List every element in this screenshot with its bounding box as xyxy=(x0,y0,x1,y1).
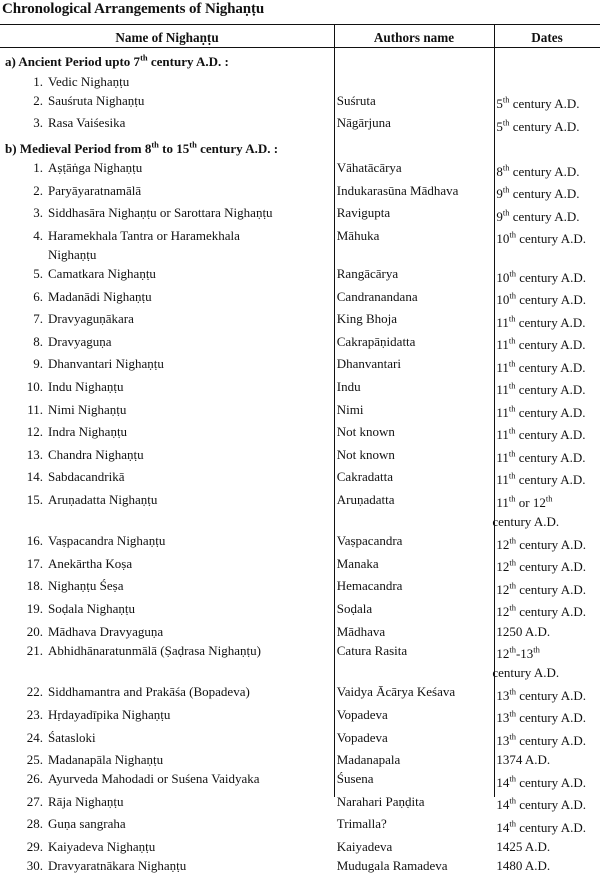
table-row xyxy=(0,467,600,490)
row-number: 16. xyxy=(26,533,43,549)
row-number: 19. xyxy=(26,600,43,616)
table-row xyxy=(0,181,600,204)
date-cell: 9th century A.D. xyxy=(496,184,580,202)
date-cell: 8th century A.D. xyxy=(496,162,580,179)
nighantu-name: Sabdacandrikā xyxy=(48,469,125,485)
row-number: 20. xyxy=(26,623,43,639)
author-name: Soḍala xyxy=(336,600,373,616)
author-name: Suśruta xyxy=(336,92,376,108)
table-row xyxy=(0,400,600,423)
date-cell: 10th century A.D. xyxy=(496,268,586,285)
nighantu-name: Indu Nighaṇṭu xyxy=(48,378,124,394)
row-number: 1. xyxy=(33,160,43,176)
author-name: Hemacandra xyxy=(336,578,403,594)
date-cell: 11th century A.D. xyxy=(496,358,586,375)
date-cell: 1425 A.D. xyxy=(496,838,551,854)
author-name: Vaidya Ācārya Keśava xyxy=(336,684,456,700)
date-cell: 14th century A.D. xyxy=(496,818,586,835)
row-number: 10. xyxy=(26,378,43,394)
row-number: 15. xyxy=(26,491,43,507)
date-cell: 9th century A.D. xyxy=(496,207,580,224)
nighantu-name: Vaṣpacandra Nighaṇṭu xyxy=(48,533,166,549)
author-name: Aruṇadatta xyxy=(336,491,395,507)
date-cell: 14th century A.D. xyxy=(496,795,586,813)
row-number: 3. xyxy=(33,205,43,221)
table-row xyxy=(0,354,600,377)
date-cell: 12th century A.D. xyxy=(496,535,586,552)
row-number: 5. xyxy=(33,266,43,282)
author-name: Vopadeva xyxy=(336,706,388,722)
page-title: Chronological Arrangements of Nighaṇṭu xyxy=(2,1,265,17)
author-name: Madanapala xyxy=(336,752,401,768)
author-name: Mudugala Ramadeva xyxy=(336,858,448,874)
table-row xyxy=(0,91,600,114)
date-cell: 1480 A.D. xyxy=(496,858,551,874)
nighantu-name-cont: Nighaṇṭu xyxy=(48,247,97,263)
author-name: Ravigupta xyxy=(336,205,391,221)
row-number: 11. xyxy=(27,401,43,417)
header-name: Name of Nighaṇṭu xyxy=(115,30,219,45)
row-number: 17. xyxy=(26,555,43,571)
row-number: 4. xyxy=(33,227,43,243)
row-number: 18. xyxy=(26,578,43,594)
row-number: 25. xyxy=(26,752,43,768)
table-row xyxy=(0,72,600,91)
table-row xyxy=(0,445,600,468)
nighantu-name: Madanādi Nighaṇṭu xyxy=(48,288,152,304)
row-number: 13. xyxy=(26,446,43,462)
table-row xyxy=(0,264,600,287)
date-cell: 11th century A.D. xyxy=(496,471,586,488)
nighantu-name: Soḍala Nighaṇṭu xyxy=(48,600,136,616)
table-row xyxy=(0,856,600,875)
row-number: 28. xyxy=(26,816,43,832)
row-number: 2. xyxy=(33,92,43,108)
row-number: 9. xyxy=(33,356,43,372)
date-cell: 10th century A.D. xyxy=(496,229,586,247)
nighantu-name: Dravyaratnākara Nighaṇṭu xyxy=(48,858,187,874)
section-label: b) Medieval Period from 8th to 15th century A.D. : xyxy=(5,139,279,157)
table-row xyxy=(0,226,600,264)
date-cell: 11th century A.D. xyxy=(496,448,586,465)
table-row xyxy=(0,576,600,599)
author-name: Rangācārya xyxy=(336,266,399,282)
row-number: 23. xyxy=(26,706,43,722)
author-name: Śusena xyxy=(336,771,374,787)
nighantu-name: Sauśruta Nighaṇṭu xyxy=(48,92,145,108)
row-number: 30. xyxy=(26,858,43,874)
row-number: 22. xyxy=(26,684,43,700)
nighantu-name: Haramekhala Tantra or Haramekhala xyxy=(48,227,240,243)
nighantu-name: Dhanvantari Nighaṇṭu xyxy=(48,356,164,372)
nighantu-name: Siddhamantra and Prakāśa (Bopadeva) xyxy=(48,684,250,700)
nighantu-name: Śatasloki xyxy=(48,729,96,745)
table-row xyxy=(0,641,600,683)
author-name: Māhuka xyxy=(336,227,380,243)
table-row xyxy=(0,377,600,400)
row-number: 26. xyxy=(26,771,43,787)
section-row xyxy=(0,136,600,159)
author-name: Kaiyadeva xyxy=(336,838,393,854)
date-cell: 11th or 12th century A.D. xyxy=(492,493,560,530)
nighantu-name: Abhidhānaratunmālā (Ṣaḍrasa Nighaṇṭu) xyxy=(48,642,261,658)
author-name: Dhanvantari xyxy=(336,356,402,372)
date-cell: 11th century A.D. xyxy=(496,403,586,420)
date-cell: 12th century A.D. xyxy=(496,557,586,575)
table-row xyxy=(0,203,600,226)
table-row xyxy=(0,599,600,622)
nighantu-name: Nimi Nighaṇṭu xyxy=(48,401,127,417)
table-row xyxy=(0,309,600,332)
author-name xyxy=(333,72,493,91)
table-row xyxy=(0,287,600,310)
row-number: 1. xyxy=(33,73,43,89)
author-name: Trimalla? xyxy=(336,816,387,832)
row-number: 21. xyxy=(26,642,43,658)
nighantu-name: Nighaṇṭu Śeṣa xyxy=(48,578,124,594)
author-name: Catura Rasita xyxy=(336,642,408,658)
author-name: Nimi xyxy=(336,401,364,417)
date-cell: 5th century A.D. xyxy=(496,117,580,134)
table-row xyxy=(0,705,600,728)
date-cell: 12th century A.D. xyxy=(496,580,586,597)
section-label: a) Ancient Period upto 7th century A.D. : xyxy=(5,53,229,70)
date-cell: 11th century A.D. xyxy=(496,380,586,398)
table-row xyxy=(0,682,600,705)
nighantu-name: Guṇa sangraha xyxy=(48,816,126,832)
nighantu-name: Indra Nighaṇṭu xyxy=(48,424,128,440)
nighantu-name: Rāja Nighaṇṭu xyxy=(48,793,124,809)
author-name: Candranandana xyxy=(336,288,418,304)
table-row xyxy=(0,554,600,577)
date-cell: 13th century A.D. xyxy=(496,708,586,726)
table-row xyxy=(0,158,600,181)
date-cell: 1250 A.D. xyxy=(496,623,551,639)
table-row xyxy=(0,622,600,641)
nighantu-name: Ayurveda Mahodadi or Suśena Vaidyaka xyxy=(48,771,260,787)
date-cell: 11th century A.D. xyxy=(496,335,586,353)
author-name: Not known xyxy=(336,424,395,440)
nighantu-name: Camatkara Nighaṇṭu xyxy=(48,266,156,282)
row-number: 12. xyxy=(26,424,43,440)
table-row xyxy=(0,728,600,751)
nighantu-name: Kaiyadeva Nighaṇṭu xyxy=(48,838,156,854)
nighantu-name: Anekārtha Koṣa xyxy=(48,555,133,571)
author-name: Cakrapāṇidatta xyxy=(336,333,416,349)
nighantu-name: Dravyaguṇākara xyxy=(48,311,134,327)
table-row xyxy=(0,814,600,837)
table-row xyxy=(0,792,600,815)
author-name: King Bhoja xyxy=(336,311,398,327)
author-name: Indu xyxy=(336,378,361,394)
author-name: Manaka xyxy=(336,555,379,571)
row-number: 6. xyxy=(33,288,43,304)
nighantu-name: Aṣṭāṅga Nighaṇṭu xyxy=(48,160,143,176)
nighantu-name: Aruṇadatta Nighaṇṭu xyxy=(48,491,158,507)
table-row xyxy=(0,490,600,532)
date-cell: 11th century A.D. xyxy=(496,313,586,330)
nighantu-name: Chandra Nighaṇṭu xyxy=(48,446,144,462)
row-number: 3. xyxy=(33,115,43,131)
nighantu-name: Hṛdayadīpika Nighaṇṭu xyxy=(48,706,171,722)
header-dates: Dates xyxy=(531,30,563,45)
author-name: Nāgārjuna xyxy=(336,115,391,131)
author-name: Not known xyxy=(336,446,395,462)
author-name: Vāhatācārya xyxy=(336,160,402,176)
table-row xyxy=(0,750,600,769)
top-rule xyxy=(0,24,600,25)
date-cell: 12th century A.D. xyxy=(496,602,586,620)
nighantu-name: Paryāyaratnamālā xyxy=(48,182,142,198)
author-name: Cakradatta xyxy=(336,469,394,485)
author-name: Indukarasūna Mādhava xyxy=(336,182,459,198)
table-row xyxy=(0,422,600,445)
header-rule xyxy=(0,47,600,48)
date-cell: 13th century A.D. xyxy=(496,731,586,748)
row-number: 14. xyxy=(26,469,43,485)
date-cell: 14th century A.D. xyxy=(496,773,586,790)
date-cell: 5th century A.D. xyxy=(496,94,580,112)
date-cell xyxy=(492,72,600,91)
row-number: 2. xyxy=(33,182,43,198)
table-row xyxy=(0,531,600,554)
nighantu-table xyxy=(0,49,600,875)
row-number: 7. xyxy=(33,311,43,327)
nighantu-name: Madanapāla Nighaṇṭu xyxy=(48,752,164,768)
nighantu-name: Dravyaguṇa xyxy=(48,333,112,349)
nighantu-name: Mādhava Dravyaguṇa xyxy=(48,623,164,639)
author-name: Mādhava xyxy=(336,623,386,639)
table-row xyxy=(0,769,600,792)
author-name: Vaṣpacandra xyxy=(336,533,403,549)
table-row xyxy=(0,837,600,856)
row-number: 29. xyxy=(26,838,43,854)
nighantu-name: Siddhasāra Nighaṇṭu or Sarottara Nighaṇṭu xyxy=(48,205,273,221)
author-name: Narahari Paṇḍita xyxy=(336,793,425,809)
date-cell: 10th century A.D. xyxy=(496,290,586,308)
date-cell: 1374 A.D. xyxy=(496,752,551,768)
author-name: Vopadeva xyxy=(336,729,388,745)
table-row xyxy=(0,113,600,136)
row-number: 27. xyxy=(26,793,43,809)
row-number: 8. xyxy=(33,333,43,349)
nighantu-name: Rasa Vaiśesika xyxy=(48,115,126,131)
row-number: 24. xyxy=(26,729,43,745)
header-author: Authors name xyxy=(373,30,455,45)
date-cell: 13th century A.D. xyxy=(496,686,586,703)
section-row xyxy=(0,49,600,72)
nighantu-name: Vedic Nighaṇṭu xyxy=(48,73,130,89)
date-cell: 12th-13th century A.D. xyxy=(492,644,560,681)
date-cell: 11th century A.D. xyxy=(496,426,586,443)
table-row xyxy=(0,332,600,355)
